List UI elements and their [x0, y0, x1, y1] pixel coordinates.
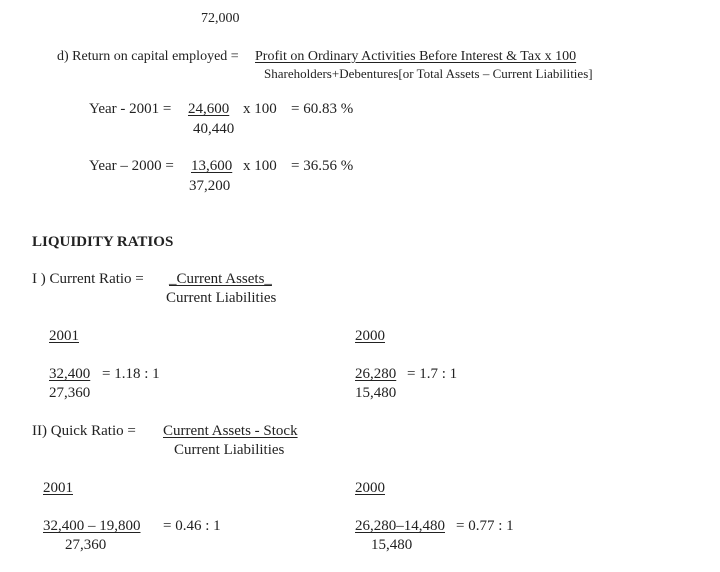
- quick-ratio-2001-numerator: 32,400 – 19,800: [43, 518, 141, 534]
- current-ratio-2000-numerator: 26,280: [355, 366, 397, 382]
- quick-ratio-numerator: Current Assets - Stock: [163, 423, 298, 439]
- roce-2000-result: = 36.56 %: [291, 158, 354, 174]
- quick-ratio-2001-result: = 0.46 : 1: [163, 518, 221, 534]
- quick-ratio-2001-denominator: 27,360: [65, 537, 107, 553]
- roce-2000-label: Year – 2000 =: [89, 158, 174, 174]
- current-ratio-numerator: _Current Assets_: [169, 271, 272, 287]
- roce-2000-numerator: 13,600: [191, 158, 233, 174]
- current-ratio-year-2000: 2000: [355, 328, 385, 344]
- roce-2001-label: Year - 2001 =: [89, 101, 172, 117]
- roce-2001-times: x 100: [243, 101, 277, 117]
- quick-ratio-2000-result: = 0.77 : 1: [456, 518, 514, 534]
- quick-ratio-year-2000: 2000: [355, 480, 385, 496]
- quick-ratio-label: II) Quick Ratio =: [32, 423, 136, 439]
- roce-2000-times: x 100: [243, 158, 277, 174]
- quick-ratio-denominator: Current Liabilities: [174, 442, 285, 458]
- roce-2001-result: = 60.83 %: [291, 101, 354, 117]
- current-ratio-2000-denominator: 15,480: [355, 385, 397, 401]
- current-ratio-year-2001: 2001: [49, 328, 79, 344]
- top-value: 72,000: [201, 11, 240, 26]
- quick-ratio-2000-denominator: 15,480: [371, 537, 413, 553]
- current-ratio-2000-result: = 1.7 : 1: [407, 366, 458, 382]
- roce-formula-denominator: Shareholders+Debentures[or Total Assets – Current Liabilities]: [264, 66, 593, 81]
- liquidity-heading: LIQUIDITY RATIOS: [32, 234, 174, 250]
- roce-2001-numerator: 24,600: [188, 101, 230, 117]
- current-ratio-denominator: Current Liabilities: [166, 290, 277, 306]
- current-ratio-label: I ) Current Ratio =: [32, 271, 144, 287]
- roce-2001-denominator: 40,440: [193, 121, 235, 137]
- quick-ratio-year-2001: 2001: [43, 480, 73, 496]
- current-ratio-2001-numerator: 32,400: [49, 366, 91, 382]
- roce-formula-numerator: Profit on Ordinary Activities Before Interest & Tax x 100: [255, 49, 577, 64]
- current-ratio-2001-result: = 1.18 : 1: [102, 366, 160, 382]
- roce-label: d) Return on capital employed =: [57, 49, 239, 64]
- current-ratio-2001-denominator: 27,360: [49, 385, 91, 401]
- quick-ratio-2000-numerator: 26,280–14,480: [355, 518, 445, 534]
- roce-2000-denominator: 37,200: [189, 178, 231, 194]
